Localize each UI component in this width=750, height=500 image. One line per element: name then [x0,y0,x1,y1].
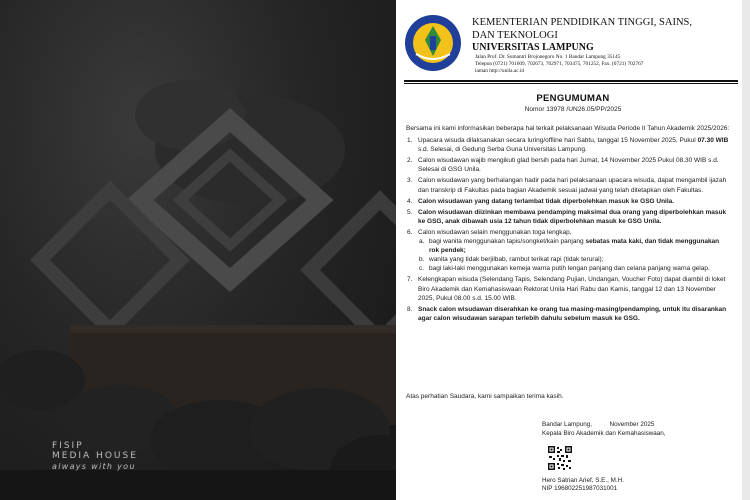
list-item: 3. Calon wisudawan yang berhalangan hadir pada hari pelaksanaan upacara wisuda, dapat mengambil ijazah dan transkrip di Fakultas pada bagian Akademik sesuai jadwal yang telah ditetapkan oleh Fakultas. [407,177,727,194]
list-item: 2. Calon wisudawan wajib mengikuti glad bersih pada hari Jumat, 14 November 2025 Pukul 08.30 WIB s.d. Selesai di GSG Unila. [407,157,719,174]
signer-name: Hero Satrian Arief, S.E., M.H. [542,477,624,484]
sub-list-item: a. bagi wanita menggunakan tapis/songket/kain panjang sebatas mata kaki, dan tidak menggunakan rok pendek; [419,238,720,255]
letterhead-text [472,16,737,75]
letterhead [404,14,734,76]
signer-position: Kepala Biro Akademik dan Kemahasiswaan, [542,430,666,437]
signature-block [542,420,666,438]
place-date: Bandar Lampung, November 2025 [542,421,655,428]
announcement-document [396,0,750,500]
sub-list [418,237,730,273]
announcement-number: Nomor 13978 /UN26.05/PP/2025 [524,106,622,113]
list-item: 5. Calon wisudawan diizinkan membawa pendamping maksimal dua orang yang diperbolehkan masuk ke GSG, anak dibawah usia 12 tahun tidak diperbolehkan masuk ke GSG Unila. [407,208,727,225]
list-item: 1. Upacara wisuda dilaksanakan secara luring/offline hari Sabtu, tanggal 15 November 2025, Pukul 07.30 WIB s.d. Selesai, di Gedung Serba Guna Universitas Lampung. [407,137,729,154]
university-website: laman http://unila.ac.id [475,68,524,74]
list-item: 6. Calon wisudawan selain menggunakan toga lengkap, a. bagi wanita menggunakan tapis/songket/kain panjang sebatas mata kaki, dan tidak menggunakan rok pendek; b. wanita yang tidak berjilbab, rambut terikat rapi (tidak terurai); c. bagi laki-laki menggunakan kemeja warna putih lengan panjang dan celana panjang warna gelap. [406,228,730,273]
list-item: 7. Kelengkapan wisuda (Selendang Tapis, Selendang Pujian, Undangan, Voucher Foto) dapat diambil di loket Biro Akademik dan Kemahasiswaan Rektorat Unila Hari Rabu dan Kamis, tanggal 12 dan 13 November 2025, Pukul 08.00 s.d. 15.00 WIB. [407,276,726,302]
qr-code-icon [548,446,572,470]
announcement-body [406,124,730,325]
document-edge [742,0,750,500]
ministry-name-line1: KEMENTERIAN PENDIDIKAN TINGGI, SAINS, [472,17,692,28]
letterhead-divider [404,80,738,82]
sub-list-item: b. wanita yang tidak berjilbab, rambut terikat rapi (tidak terurai); [419,256,604,264]
intro-paragraph: Bersama ini kami informasikan beberapa hal terkait pelaksanaan Wisuda Periode II Tahun Akademik 2025/2026: [406,125,730,132]
signer-details [542,477,624,493]
signer-nip: NIP 196802251987031001 [542,485,618,492]
sub-list-item: c. bagi laki-laki menggunakan kemeja warna putih lengan panjang dan celana panjang warna gelap. [419,265,710,273]
fisip-media-house-watermark [52,441,138,471]
university-name: UNIVERSITAS LAMPUNG [472,42,594,53]
brand-line-1: FISIP [52,441,84,451]
announcement-list [406,136,730,323]
closing-text: Atas perhatian Saudara, kami sampaikan terima kasih. [406,393,564,400]
brand-line-2: MEDIA HOUSE [52,451,138,462]
university-address: Jalan Prof. Dr. Sumantri Brojonegoro No. 1 Bandar Lampung 35145 [475,54,621,60]
list-item: 4. Calon wisudawan yang datang terlambat tidak diperbolehkan masuk ke GSG Unila. [407,197,675,205]
letterhead-divider-thin [404,83,738,84]
university-logo-icon [404,14,462,72]
university-phone: Telepon (0721) 701609, 702673, 702971, 703475, 701252, Fax. (0721) 702767 [475,61,644,67]
ministry-name-line2: DAN TEKNOLOGI [472,30,558,41]
announcement-title: PENGUMUMAN [536,93,610,104]
brand-tagline: always with you [52,461,136,471]
list-item: 8. Snack calon wisudawan diserahkan ke orang tua masing-masing/pendamping, untuk itu disarankan agar calon wisudawan sarapan terlebih dahulu sebelum masuk ke GSG. [407,305,727,322]
